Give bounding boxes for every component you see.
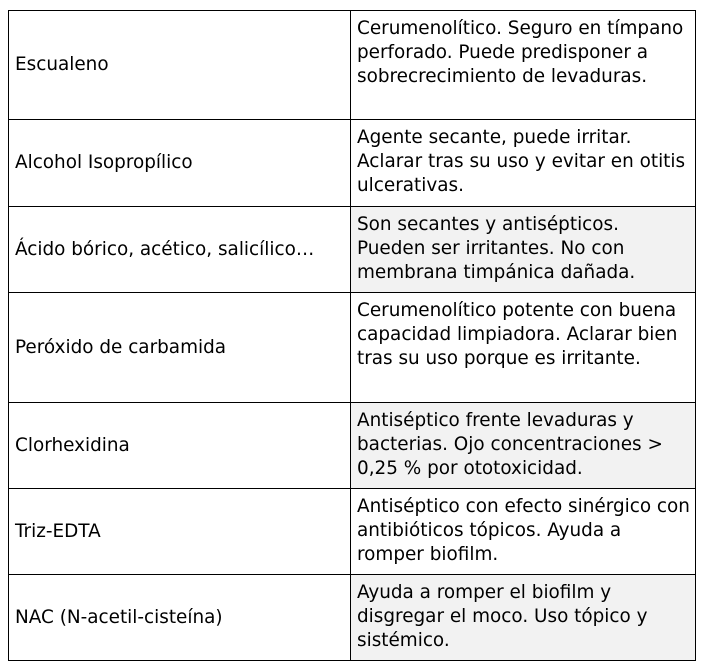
compound-description: Agente secante, puede irritar. Aclarar tras su uso y evitar en otitis ulcerativas. xyxy=(351,120,696,206)
compound-description: Ayuda a romper el biofilm y disgregar el moco. Uso tópico y sistémico. xyxy=(351,575,696,660)
compound-description: Antiséptico frente levaduras y bacterias. Ojo concentraciones > 0,25 % por ototoxicidad. xyxy=(351,403,696,488)
compound-name: Triz-EDTA xyxy=(9,489,351,574)
compound-description: Cerumenolítico. Seguro en tímpano perforado. Puede predisponer a sobrecrecimiento de levaduras. xyxy=(351,11,696,119)
compound-name: Alcohol Isopropílico xyxy=(9,120,351,206)
table-row xyxy=(9,489,696,575)
table-row xyxy=(9,575,696,661)
compound-name: NAC (N-acetil-cisteína) xyxy=(9,575,351,660)
compound-name: Escualeno xyxy=(9,11,351,119)
compounds-table xyxy=(8,10,696,661)
compound-name: Peróxido de carbamida xyxy=(9,293,351,402)
table-row xyxy=(9,403,696,489)
compound-description: Cerumenolítico potente con buena capacidad limpiadora. Aclarar bien tras su uso porque es irritante. xyxy=(351,293,696,402)
table-row xyxy=(9,207,696,293)
table-row xyxy=(9,11,696,120)
compound-description: Son secantes y antisépticos. Pueden ser irritantes. No con membrana timpánica dañada. xyxy=(351,207,696,292)
compound-description: Antiséptico con efecto sinérgico con antibióticos tópicos. Ayuda a romper biofilm. xyxy=(351,489,696,574)
table-row xyxy=(9,293,696,403)
compound-name: Ácido bórico, acético, salicílico… xyxy=(9,207,351,292)
table-row xyxy=(9,120,696,207)
compound-name: Clorhexidina xyxy=(9,403,351,488)
